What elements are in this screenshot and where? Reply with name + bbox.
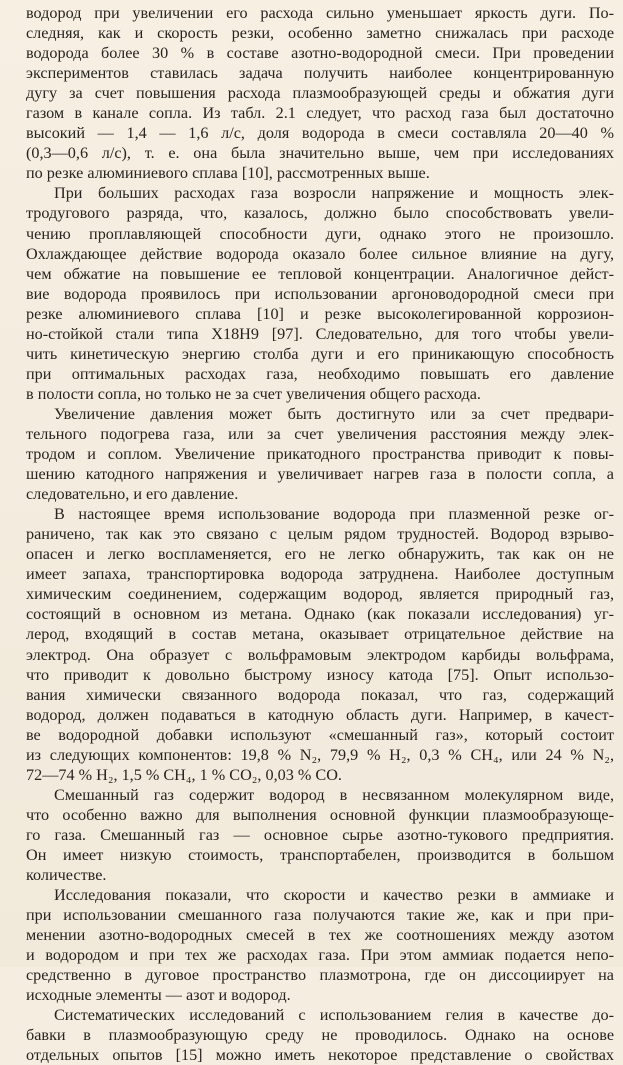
text-line: Исследования показали, что скорости и качество резки в аммиаке и — [54, 886, 614, 905]
text-line: вие водорода проявилось при использовании аргоноводородной смеси при — [26, 284, 614, 303]
text-line: Смешанный газ содержит водород в несвязанном молекулярном виде, — [54, 785, 614, 804]
paragraph — [26, 183, 614, 404]
text-line: следняя, как и скорость резки, особенно заметно снижалась при расходе — [26, 24, 614, 43]
text-line: отдельных опытов [15] можно иметь некоторое представление о свойствах — [26, 1046, 614, 1065]
text-line: менении азотно-водородных смесей в тех же соотношениях между азотом — [26, 926, 614, 945]
text-line: что особенно важно для выполнения основной функции плазмообразующе- — [26, 805, 614, 824]
text-line: В настоящее время использование водорода при плазменной резке ог- — [54, 505, 614, 524]
text-line: водород, должен подаваться в катодную область дуги. Например, в качест- — [26, 705, 614, 724]
paragraph — [26, 785, 614, 885]
text-line: ве водородной добавки используют «смешанный газ», который состоит — [26, 725, 614, 744]
text-line: дугу за счет повышения расхода плазмообразующей среды и обжатия дуги — [26, 84, 614, 103]
text-line: и водородом и при тех же расходах газа. При этом аммиак подается непо- — [26, 946, 614, 965]
text-line: При больших расходах газа возросли напряжение и мощность элек- — [54, 184, 614, 203]
text-line: чению проплавляющей способности дуги, однако этого не произошло. — [26, 224, 614, 243]
text-line: го газа. Смешанный газ — основное сырье азотно-тукового предприятия. — [26, 825, 614, 844]
text-line: лерод, входящий в состав метана, оказывает отрицательное действие на — [26, 625, 614, 644]
text-line: что приводит к довольно быстрому износу катода [75]. Опыт использо- — [26, 665, 614, 684]
text-line: вания химически связанного водорода показал, что газ, содержащий — [26, 685, 614, 704]
text-line: чить кинетическую энергию столба дуги и его приникающую способность — [26, 344, 614, 363]
text-line: химическим соединением, содержащим водород, является природный газ, — [26, 585, 614, 604]
text-line: опасен и легко воспламеняется, его не легко обнаружить, так как он не — [26, 545, 614, 564]
text-line: тродом и соплом. Увеличение прикатодного пространства приводит к повы- — [26, 445, 614, 464]
paragraph — [26, 404, 614, 504]
text-line: состоящий в основном из метана. Однако (как показали исследования) уг- — [26, 605, 614, 624]
text-line: водорода более 30 % в составе азотно-водородной смеси. При проведении — [26, 44, 614, 63]
text-line: тродугового разряда, что, казалось, должно было способствовать увели- — [26, 204, 614, 223]
paragraph — [26, 3, 614, 183]
text-line: из следующих компонентов: 19,8 % N₂, 79,9 % H₂, 0,3 % CH₄, или 24 % N₂, — [26, 745, 614, 764]
text-line: Охлаждающее действие водорода оказало более сильное влияние на дугу, — [26, 244, 614, 263]
text-line: имеет запаха, транспортировка водорода затруднена. Наиболее доступным — [26, 565, 614, 584]
paragraph — [26, 504, 614, 785]
text-line: 72—74 % H₂, 1,5 % CH₄, 1 % CO₂, 0,03 % CO. — [26, 765, 342, 784]
text-line: Систематических исследований с использованием гелия в качестве до- — [54, 1006, 614, 1025]
text-line: при оптимальных расходах газа, необходимо повышать его давление — [26, 364, 614, 383]
text-line: экспериментов ставилась задача получить наиболее концентрированную — [26, 64, 614, 83]
text-line: при использовании смешанного газа получаются такие же, как и при при- — [26, 906, 614, 925]
text-line: чем обжатие на повышение ее тепловой концентрации. Аналогичное дейст- — [26, 264, 614, 283]
text-line: (0,3—0,6 л/с), т. е. она была значительно выше, чем при исследованиях — [26, 144, 614, 163]
text-line: в полости сопла, но только не за счет увеличения общего расхода. — [26, 384, 481, 403]
text-line: раничено, так как это связано с целым рядом трудностей. Водород взрыво- — [26, 525, 614, 544]
text-line: Он имеет низкую стоимость, транспортабелен, производится в большом — [26, 845, 614, 864]
text-line: но-стойкой стали типа Х18Н9 [97]. Следовательно, для того чтобы увели- — [26, 324, 614, 343]
text-line: по резке алюминиевого сплава [10], рассмотренных выше. — [26, 164, 430, 183]
text-line: резке алюминиевого сплава [10] и резке высоколегированной коррозион- — [26, 304, 614, 323]
text-line: высокий — 1,4 — 1,6 л/с, доля водорода в смеси составляла 20—40 % — [26, 124, 614, 143]
text-line: бавки в плазмообразующую среду не проводилось. Однако на основе — [26, 1026, 614, 1045]
text-line: электрод. Она образует с вольфрамовым электродом карбиды вольфрама, — [26, 645, 614, 664]
text-line: следовательно, и его давление. — [26, 485, 239, 504]
text-line: средственно в дуговое пространство плазмотрона, где он диссоциирует на — [26, 966, 614, 985]
paragraph — [26, 1005, 614, 1065]
text-line: количестве. — [26, 866, 107, 885]
body-text — [26, 3, 614, 1065]
text-line: шению катодного напряжения и увеличивает нагрев газа в полости сопла, а — [26, 465, 614, 484]
text-line: тельного подогрева газа, или за счет увеличения расстояния между элек- — [26, 424, 614, 443]
text-line: исходные элементы — азот и водород. — [26, 986, 291, 1005]
text-line: газом в канале сопла. Из табл. 2.1 следует, что расход газа был достаточно — [26, 104, 614, 123]
text-line: Увеличение давления может быть достигнуто или за счет предвари- — [54, 404, 614, 423]
paragraph — [26, 885, 614, 1005]
text-line: водород при увеличении его расхода сильно уменьшает яркость дуги. По- — [26, 4, 614, 22]
